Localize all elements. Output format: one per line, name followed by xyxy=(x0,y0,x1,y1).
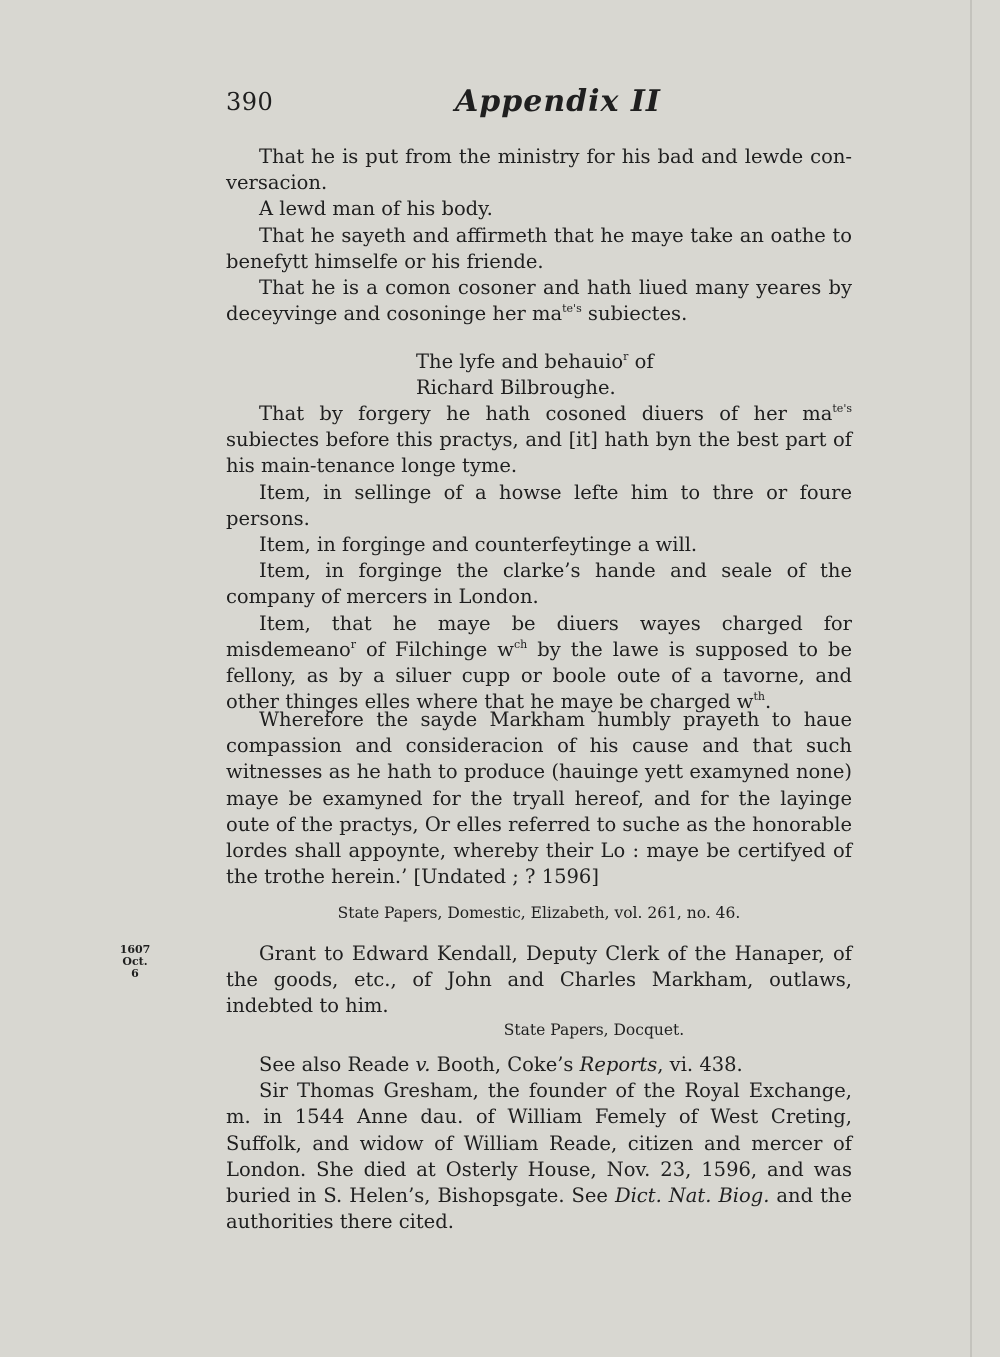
see-also-paragraph: See also Reade v. Booth, Coke’s Reports, vi. 438. xyxy=(259,1053,743,1076)
paragraph: A lewd man of his body. xyxy=(259,197,493,221)
margin-year: 1607 xyxy=(119,943,151,956)
page-number: 390 xyxy=(226,88,274,116)
paragraph: Item, in forginge the clarke’s hande and seale of the company of mercers in London. xyxy=(226,559,852,609)
page-title: Appendix II xyxy=(455,84,661,119)
source-citation-2: State Papers, Docquet. xyxy=(503,1021,685,1039)
paragraph: Item, in forginge and counterfeytinge a will. xyxy=(259,533,698,557)
paragraph: That he is put from the ministry for his bad and lewde con-versacion. xyxy=(226,145,852,195)
paragraph: Item, that he maye be diuers wayes charged for misdemeano$^r$ of Filchinge $w^{ch}$ by the lawe is supposed to be fellony, as by a siluer cupp or boole oute of a tavorne, and other thinges elles where that he maye be charged $w^{th}$. xyxy=(226,611,853,714)
paragraph: Item, in sellinge of a howse lefte him to thre or foure persons. xyxy=(226,480,852,530)
heading-line-1: The lyfe and behauio$^r$ of xyxy=(416,350,654,373)
section-heading xyxy=(226,349,852,401)
page-gutter-line xyxy=(970,0,972,1357)
life-behaviour-block xyxy=(226,401,852,715)
margin-date-note xyxy=(118,944,152,980)
allegations-block xyxy=(226,144,852,327)
paragraph: Wherefore the sayde Markham humbly prayeth to haue compassion and consideracion of his cause and that such witnesses as he hath to produce (hauinge yett examyned none) maye be examyned for the tryall hereof, and for the layinge oute of the practys, Or elles referred to suche as the honorable lordes shall appoynte, whereby their Lo : maye be certifyed of the trothe herein.’ [Undated ; ? 1596] xyxy=(226,708,852,889)
paragraph: That he sayeth and affirmeth that he maye take an oathe to benefytt himselfe or his friende. xyxy=(226,223,852,273)
wherefore-block xyxy=(226,707,852,890)
heading-line-2: Richard Bilbroughe. xyxy=(416,376,616,400)
notes-block xyxy=(226,1052,852,1235)
gresham-paragraph: Sir Thomas Gresham, the founder of the Royal Exchange, m. in 1544 Anne dau. of William Femely of West Creting, Suffolk, and widow of William Reade, citizen and mercer of London. She died at Osterly House, Nov. 23, 1596, and was buried in S. Helen’s, Bishopsgate. See Dict. Nat. Biog. and the authorities there cited. xyxy=(226,1079,852,1234)
source-citation-1: State Papers, Domestic, Elizabeth, vol. 261, no. 46. xyxy=(337,904,741,922)
paragraph: That by forgery he hath cosoned diuers of her $ma^{te's}$ subiectes before this practys, and [it] hath byn the best part of his main-tenance longe tyme. xyxy=(226,402,852,478)
paragraph: That he is a comon cosoner and hath liued many yeares by deceyvinge and cosoninge her $ma^{te's}$ subiectes. xyxy=(226,276,852,326)
paragraph: Grant to Edward Kendall, Deputy Clerk of the Hanaper, of the goods, etc., of John and Charles Markham, outlaws, indebted to him. xyxy=(226,942,852,1018)
margin-day: Oct. 6 xyxy=(122,955,148,980)
grant-block xyxy=(226,941,852,1020)
